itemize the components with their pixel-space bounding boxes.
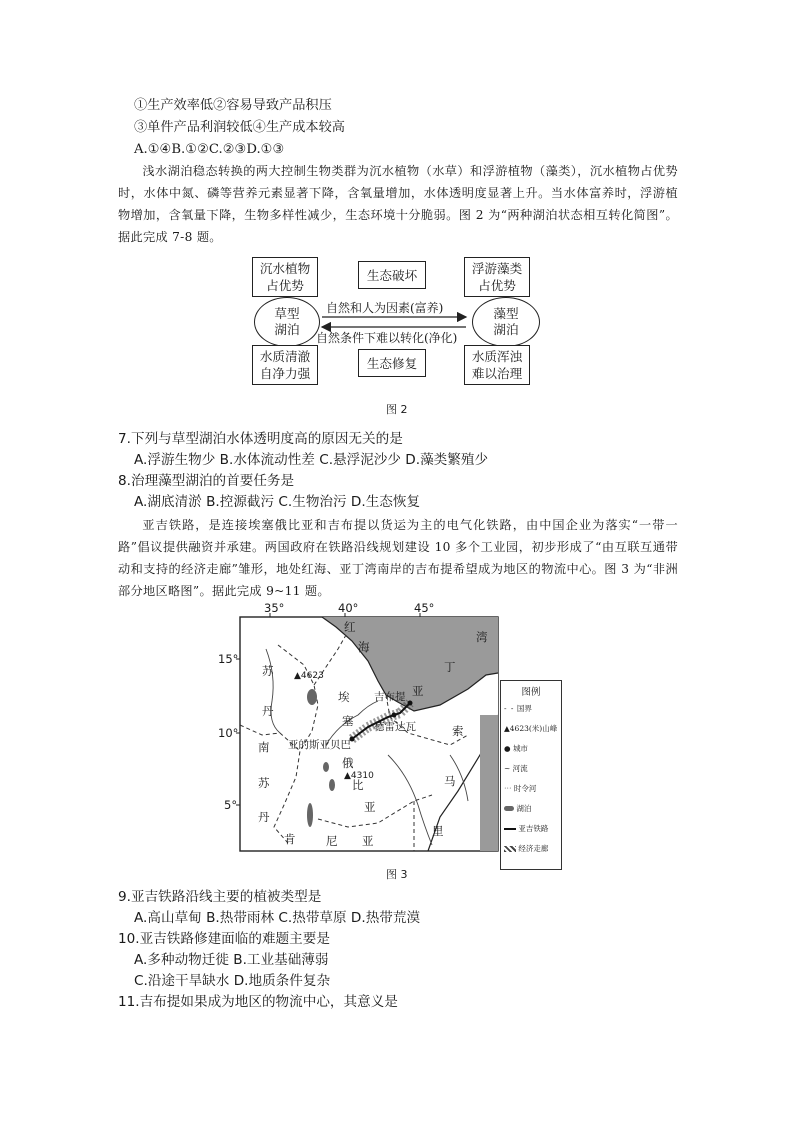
question-9-stem: 9.亚吉铁路沿线主要的植被类型是 — [118, 889, 322, 905]
peak-4310: ▲4310 — [344, 771, 374, 781]
option-line-3: A.①④B.①②C.②③D.①③ — [134, 142, 285, 157]
label-dan1: 丹 — [262, 704, 274, 718]
box-clear-water: 水质清澈 自净力强 — [252, 345, 318, 385]
label-ya: 亚 — [412, 684, 424, 698]
lon-40: 40° — [338, 601, 359, 615]
legend-border: - - 国界 — [504, 704, 532, 713]
legend-city: ● 城市 — [504, 744, 528, 753]
label-sai: 塞 — [342, 714, 354, 728]
label-sea: 海 — [358, 640, 370, 654]
lat-5: 5° — [224, 798, 238, 812]
legend-corridor: 经济走廊 — [504, 843, 548, 854]
legend-seasonal-river: ⋯ 时令河 — [504, 784, 537, 793]
label-suo: 索 — [452, 724, 464, 738]
box-submerged-plants: 沉水植物 占优势 — [252, 257, 318, 297]
question-9-options: A.高山草甸 B.热带雨林 C.热带草原 D.热带荒漠 — [134, 910, 421, 926]
figure-africa-map — [218, 601, 562, 865]
lat-15: 15° — [218, 652, 239, 666]
question-10-stem: 10.亚吉铁路修建面临的难题主要是 — [118, 931, 330, 947]
passage-railway: 亚吉铁路，是连接埃塞俄比亚和吉布提以货运为主的电气化铁路，由中国企业为落实“一带一路”倡议提供融资并承建。两国政府在铁路沿线规划建设 10 多个工业园，初步形成了“由互联互通带动和支持的经济走廊”雏形，地处红海、亚丁湾南岸的吉布提希望成为地区的物流中心。图 3 为“非洲部分地区略图”。据此完成 9~11 题。 — [118, 518, 678, 598]
figure-2-caption: 图 2 — [386, 403, 408, 416]
box-ecological-restoration: 生态修复 — [358, 349, 426, 377]
arrow-label-eutrophication: 自然和人为因素(富养) — [326, 301, 444, 315]
label-su1: 苏 — [262, 664, 274, 678]
label-li: 里 — [432, 824, 444, 838]
question-8-options: A.湖底清淤 B.控源截污 C.生物治污 D.生态恢复 — [134, 494, 421, 510]
label-gulf: 湾 — [476, 630, 488, 644]
figure-3-caption: 图 3 — [386, 868, 408, 881]
question-7-options: A.浮游生物少 B.水体流动性差 C.悬浮泥沙少 D.藻类繁殖少 — [134, 452, 489, 468]
label-ya3: 亚 — [362, 834, 374, 848]
box-ecological-damage: 生态破坏 — [358, 261, 426, 289]
legend-title: 图例 — [521, 687, 541, 698]
label-ding: 丁 — [444, 660, 456, 674]
ellipse-grass-lake: 草型 湖泊 — [254, 297, 320, 347]
label-ai: 埃 — [338, 690, 350, 704]
city-dire-dawa: 德雷达瓦 — [374, 721, 416, 733]
label-e: 俄 — [342, 756, 354, 770]
legend-lake: 湖泊 — [504, 803, 531, 814]
label-ma: 马 — [444, 774, 456, 788]
label-red: 红 — [344, 620, 356, 634]
arrow-label-purification: 自然条件下难以转化(净化) — [316, 331, 458, 345]
label-su2: 苏 — [258, 776, 270, 790]
question-7-stem: 7.下列与草型湖泊水体透明度高的原因无关的是 — [118, 431, 403, 447]
lon-45: 45° — [414, 601, 435, 615]
label-nan: 南 — [258, 740, 270, 754]
question-11-stem: 11.吉布提如果成为地区的物流中心，其意义是 — [118, 994, 398, 1010]
label-dan2: 丹 — [258, 810, 270, 824]
option-line-2: ③单件产品利润较低④生产成本较高 — [134, 120, 345, 135]
peak-4623: ▲4623 — [294, 671, 324, 681]
box-turbid-water: 水质浑浊 难以治理 — [464, 345, 530, 385]
city-addis-ababa: 亚的斯亚贝巴 — [288, 739, 351, 751]
option-line-1: ①生产效率低②容易导致产品积压 — [134, 98, 332, 113]
lon-35: 35° — [264, 601, 285, 615]
label-bi: 比 — [352, 778, 364, 792]
figure-lake-states — [240, 253, 545, 393]
label-ken: 肯 — [284, 832, 296, 846]
ellipse-algae-lake: 藻型 湖泊 — [472, 297, 540, 347]
label-ya2: 亚 — [364, 800, 376, 814]
question-8-stem: 8.治理藻型湖泊的首要任务是 — [118, 473, 295, 489]
label-ni: 尼 — [326, 834, 338, 848]
legend-river: ~ 河流 — [504, 764, 528, 773]
lat-10: 10° — [218, 726, 239, 740]
city-djibouti: 吉布提 — [374, 691, 406, 703]
legend-peak: ▲4623(米)山峰 — [504, 724, 558, 733]
map-legend — [500, 680, 562, 870]
question-10-options-cd: C.沿途干旱缺水 D.地质条件复杂 — [134, 973, 331, 989]
passage-lake: 浅水湖泊稳态转换的两大控制生物类群为沉水植物（水草）和浮游植物（藻类），沉水植物占优势时，水体中氮、磷等营养元素显著下降，含氧量增加，水体透明度显著上升。当水体富养时，浮游植物增加，含氧量下降，生物多样性减少，生态环境十分脆弱。图 2 为“两种湖泊状态相互转化简图”。据此完成 7-8 题。 — [118, 164, 678, 244]
box-algae-dominant: 浮游藻类 占优势 — [464, 257, 530, 297]
question-10-options-ab: A.多种动物迁徙 B.工业基础薄弱 — [134, 952, 329, 968]
legend-railway: 亚吉铁路 — [504, 823, 548, 834]
